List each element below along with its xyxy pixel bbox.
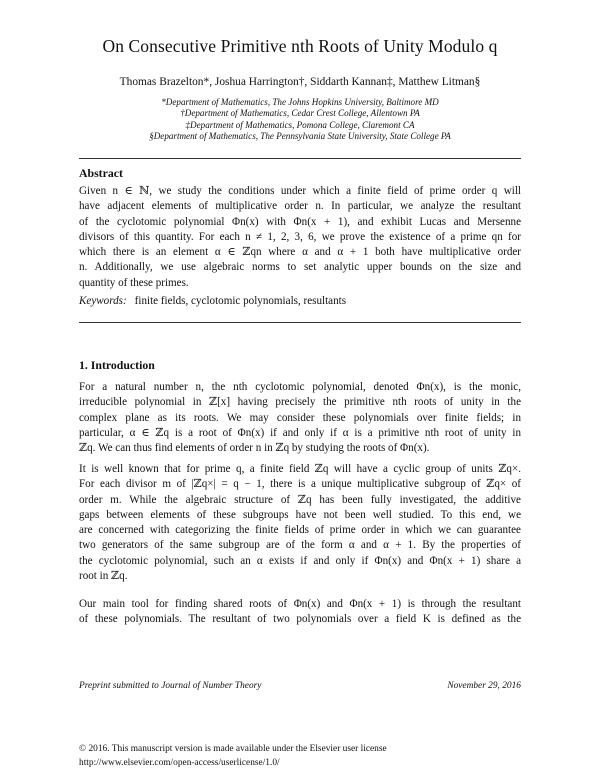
footer-date: November 29, 2016: [447, 681, 521, 691]
abstract-line: quantity of these primes.: [79, 276, 189, 289]
paragraph-line: complex plane as its roots. We may consider these polynomials over finite fields; in: [79, 411, 521, 424]
abstract-line: which there is an element α ∈ ℤqn where α and α + 1 both have multiplicative order: [79, 246, 521, 259]
paragraph-line: gaps between elements of these subgroups have not been well studied. To this end, we: [79, 508, 521, 521]
paragraph-line: ℤq. We can thus find elements of order n in ℤq by studying the roots of Φn(x).: [79, 442, 430, 455]
license-url[interactable]: http://www.elsevier.com/open-access/userlicense/1.0/: [79, 758, 280, 768]
affiliation-3: ‡Department of Mathematics, Pomona College, Claremont CA: [185, 119, 415, 130]
footer-journal: Preprint submitted to Journal of Number Theory: [79, 681, 262, 691]
paragraph-line: Our main tool for finding shared roots of Φn(x) and Φn(x + 1) is through the resultant: [79, 598, 521, 610]
affiliation-1: *Department of Mathematics, The Johns Hopkins University, Baltimore MD: [161, 97, 439, 107]
affiliations: [0, 97, 600, 142]
abstract-heading: Abstract: [79, 166, 123, 180]
abstract-top-rule: [79, 158, 521, 159]
abstract-line: n. Additionally, we use algebraic norms to set analytic upper bounds on the size and: [79, 261, 521, 274]
author-list: Thomas Brazelton*, Joshua Harrington†, Siddarth Kannan‡, Matthew Litman§: [119, 76, 481, 88]
paragraph-line: It is well known that for prime q, a finite field ℤq will have a cyclic group of units ℤq×.: [79, 463, 521, 475]
paragraph-line: irreducible polynomial in ℤ[x] having precisely the primitive nth roots of unity in the: [79, 396, 521, 409]
paragraph-line: the cyclotomic polynomial, such an α exists if and only if Φn(x) and Φn(x + 1) share a: [79, 554, 521, 567]
keywords-value: finite fields, cyclotomic polynomials, resultants: [134, 295, 347, 307]
abstract-bottom-rule: [79, 322, 521, 323]
abstract-text: [79, 184, 521, 291]
paragraph-line: two generators of the same subgroup are of the form α and α + 1. By the properties of: [79, 539, 521, 552]
paragraph-line: of these polynomials. The resultant of two polynomials over a field K is defined as the: [79, 613, 521, 626]
paragraph-line: particular, α ∈ ℤq is a root of Φn(x) if and only if α is a primitive nth root of unity in: [79, 426, 521, 439]
keywords-label: Keywords:: [79, 295, 127, 307]
intro-paragraph-3: [79, 597, 521, 628]
abstract-line: Given n ∈ ℕ, we study the conditions under which a finite field of prime order q will: [79, 185, 521, 197]
affiliation-4: §Department of Mathematics, The Pennsylvania State University, State College PA: [149, 130, 451, 141]
paragraph-line: For a natural number n, the nth cyclotomic polynomial, denoted Φn(x), is the monic,: [79, 381, 521, 393]
introduction-heading: 1. Introduction: [79, 358, 155, 372]
keywords: [79, 295, 521, 307]
paragraph-line: are concerned with categorizing the finite fields of prime order in which we can guarantee: [79, 524, 521, 537]
paragraph-line: root in ℤq.: [79, 570, 128, 583]
paragraph-line: order m. While the algebraic structure of ℤq has been fully investigated, the additive: [79, 493, 521, 506]
abstract-line: divisors of this quantity. For each n ≠ 1, 2, 3, 6, we prove the existence of a prime qn for: [79, 230, 521, 243]
paper-title: On Consecutive Primitive nth Roots of Unity Modulo q: [102, 36, 498, 56]
intro-paragraph-2: [79, 462, 521, 584]
abstract-line: have adjacent elements of multiplicative order n. In particular, we analyze the resultant: [79, 200, 521, 213]
license-notice: [79, 742, 387, 770]
license-copyright: © 2016. This manuscript version is made available under the Elsevier user license: [79, 744, 387, 754]
affiliation-2: †Department of Mathematics, Cedar Crest College, Allentown PA: [180, 108, 420, 119]
intro-paragraph-1: [79, 380, 521, 456]
paragraph-line: For each divisor m of |ℤq×| = q − 1, there is a unique multiplicative subgroup of ℤq× of: [79, 478, 521, 491]
abstract-line: of the cyclotomic polynomial Φn(x) with Φn(x + 1), and exhibit Lucas and Mersenne: [79, 215, 521, 228]
